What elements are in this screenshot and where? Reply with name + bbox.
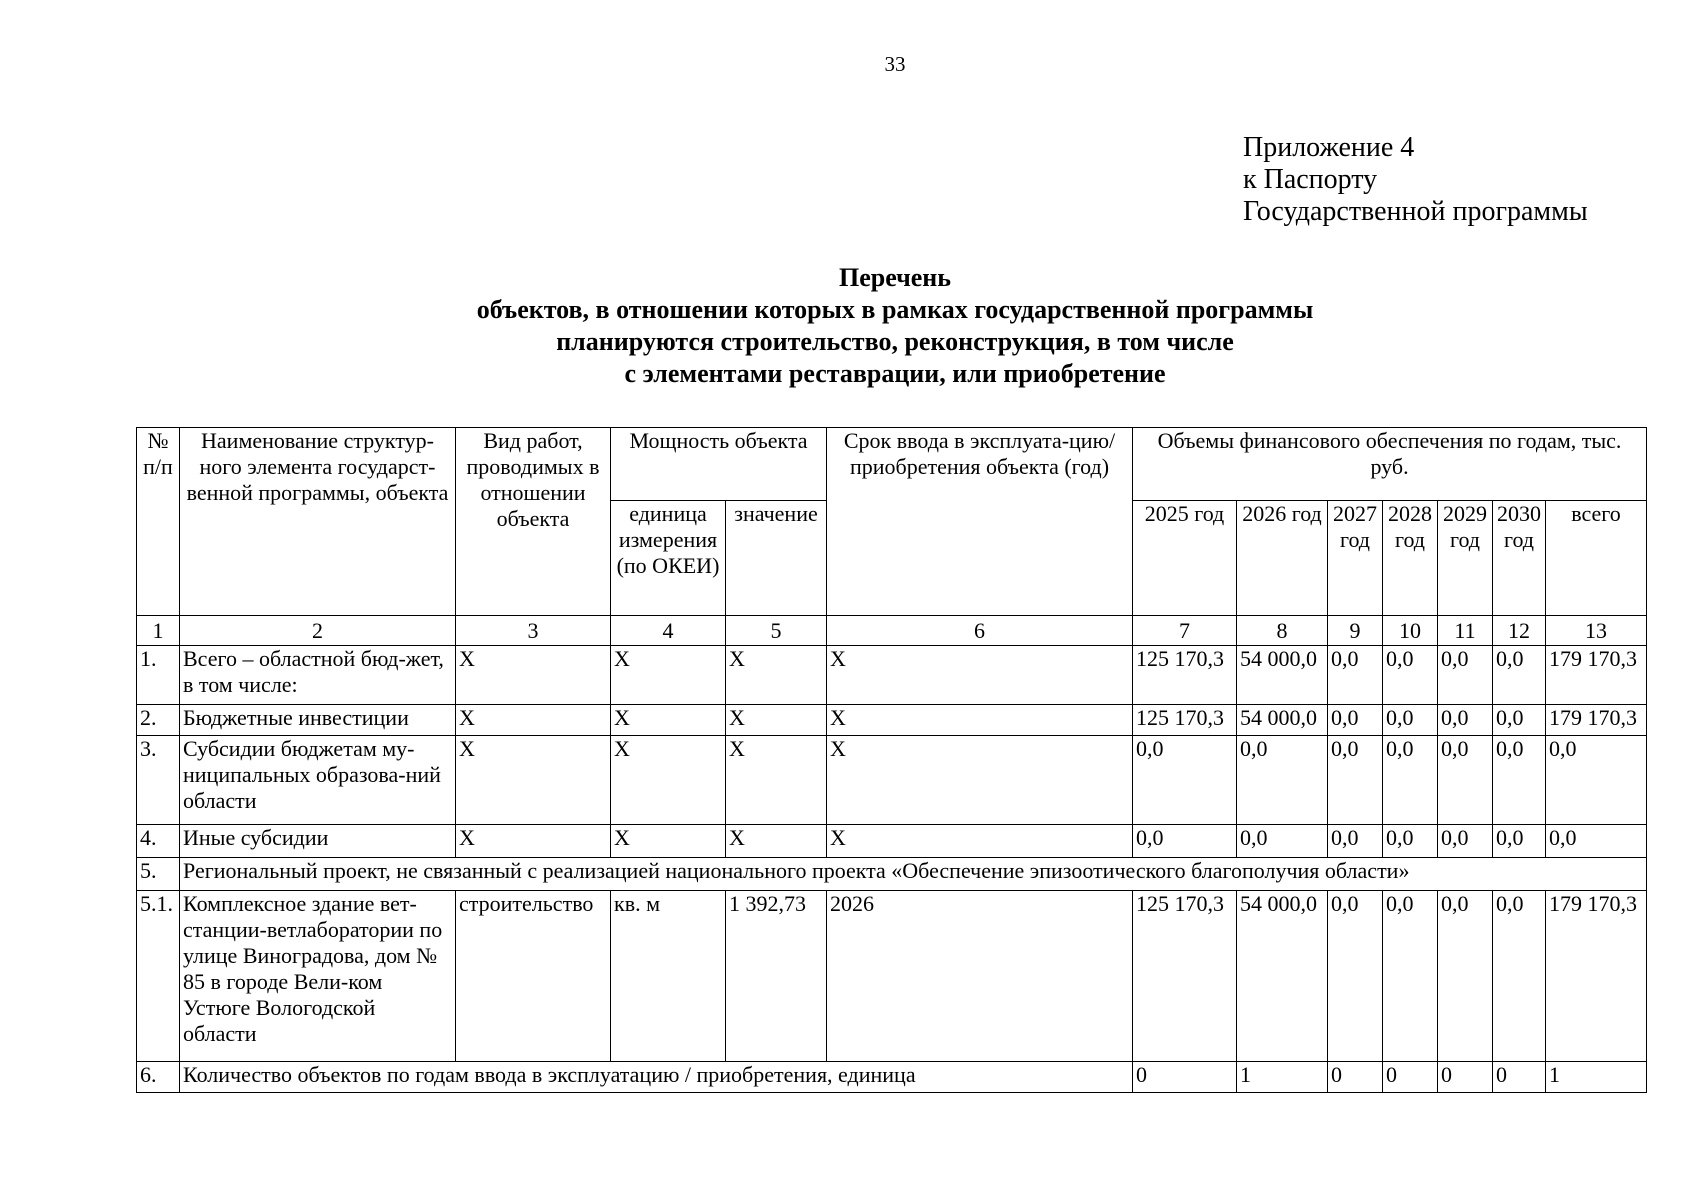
title-line-3: планируются строительство, реконструкция, в том числе: [556, 327, 1234, 356]
table-row-object-count: [137, 1062, 1647, 1093]
title-line-1: Перечень: [838, 263, 952, 292]
cell-2025: 0: [1133, 1062, 1237, 1093]
header-row-1: [137, 428, 1647, 501]
cell-value: X: [726, 825, 827, 858]
cell-2030: 0,0: [1493, 736, 1546, 825]
cell-num: 4.: [137, 825, 180, 858]
header-name: Наименование структур-ного элемента государст-венной программы, объекта: [180, 428, 456, 616]
cell-2028: 0,0: [1383, 705, 1438, 736]
cell-2029: 0: [1438, 1062, 1493, 1093]
cell-count-label: Количество объектов по годам ввода в эксплуатацию / приобретения, единица: [180, 1062, 1133, 1093]
cell-2025: 125 170,3: [1133, 646, 1237, 705]
cell-2030: 0,0: [1493, 891, 1546, 1062]
col-number: 12: [1493, 616, 1546, 646]
appendix-line-1: Приложение 4: [1243, 132, 1415, 163]
cell-2025: 125 170,3: [1133, 705, 1237, 736]
cell-2026: 54 000,0: [1237, 646, 1328, 705]
cell-total: 1: [1546, 1062, 1647, 1093]
cell-2027: 0,0: [1328, 825, 1383, 858]
col-number: 13: [1546, 616, 1647, 646]
cell-total: 179 170,3: [1546, 891, 1647, 1062]
cell-work: X: [456, 736, 611, 825]
cell-value: X: [726, 736, 827, 825]
col-number: 9: [1328, 616, 1383, 646]
cell-term: X: [827, 825, 1133, 858]
cell-num: 1.: [137, 646, 180, 705]
cell-num: 2.: [137, 705, 180, 736]
cell-2029: 0,0: [1438, 825, 1493, 858]
cell-total: 0,0: [1546, 825, 1647, 858]
cell-num: 5.: [137, 858, 180, 891]
cell-2029: 0,0: [1438, 646, 1493, 705]
col-number: 4: [611, 616, 726, 646]
cell-num: 3.: [137, 736, 180, 825]
cell-work: X: [456, 705, 611, 736]
col-number: 10: [1383, 616, 1438, 646]
cell-work: X: [456, 825, 611, 858]
header-num: № п/п: [137, 428, 180, 616]
document-title: [0, 262, 1694, 390]
title-line-4: с элементами реставрации, или приобретение: [624, 359, 1166, 388]
table-row-subsidies-municipal: [137, 736, 1647, 825]
cell-name: Бюджетные инвестиции: [180, 705, 456, 736]
objects-table: [136, 427, 1647, 1093]
cell-2028: 0,0: [1383, 891, 1438, 1062]
cell-2030: 0: [1493, 1062, 1546, 1093]
cell-value: X: [726, 646, 827, 705]
cell-2027: 0,0: [1328, 705, 1383, 736]
header-work-type: Вид работ, проводимых в отношении объекта: [456, 428, 611, 616]
cell-2027: 0,0: [1328, 736, 1383, 825]
table-row-investments: [137, 705, 1647, 736]
cell-term: X: [827, 646, 1133, 705]
table-row-regional-project: [137, 858, 1647, 891]
cell-value: X: [726, 705, 827, 736]
col-number: 8: [1237, 616, 1328, 646]
cell-2026: 54 000,0: [1237, 705, 1328, 736]
column-number-row: [137, 616, 1647, 646]
col-number: 1: [137, 616, 180, 646]
cell-2025: 125 170,3: [1133, 891, 1237, 1062]
cell-2027: 0,0: [1328, 891, 1383, 1062]
cell-2030: 0,0: [1493, 705, 1546, 736]
col-number: 5: [726, 616, 827, 646]
cell-2025: 0,0: [1133, 825, 1237, 858]
cell-name: Иные субсидии: [180, 825, 456, 858]
cell-2030: 0,0: [1493, 646, 1546, 705]
cell-term: 2026: [827, 891, 1133, 1062]
cell-num: 6.: [137, 1062, 180, 1093]
cell-2026: 54 000,0: [1237, 891, 1328, 1062]
cell-2026: 0,0: [1237, 736, 1328, 825]
table-row-other-subsidies: [137, 825, 1647, 858]
cell-project-name: Региональный проект, не связанный с реализацией национального проекта «Обеспечение эпизоотического благополучия области»: [180, 858, 1647, 891]
cell-num: 5.1.: [137, 891, 180, 1062]
cell-2028: 0,0: [1383, 646, 1438, 705]
table-row-total: [137, 646, 1647, 705]
cell-unit: кв. м: [611, 891, 726, 1062]
cell-2028: 0,0: [1383, 736, 1438, 825]
col-number: 6: [827, 616, 1133, 646]
cell-value: 1 392,73: [726, 891, 827, 1062]
cell-unit: X: [611, 825, 726, 858]
header-term: Срок ввода в эксплуата-цию/приобретения объекта (год): [827, 428, 1133, 616]
cell-name: Всего – областной бюд-жет, в том числе:: [180, 646, 456, 705]
col-number: 2: [180, 616, 456, 646]
header-total: всего: [1546, 501, 1647, 616]
cell-total: 179 170,3: [1546, 705, 1647, 736]
cell-2029: 0,0: [1438, 705, 1493, 736]
cell-term: X: [827, 705, 1133, 736]
cell-2029: 0,0: [1438, 736, 1493, 825]
page-number: 33: [884, 52, 906, 76]
header-value: значение: [726, 501, 827, 616]
cell-2026: 0,0: [1237, 825, 1328, 858]
cell-total: 179 170,3: [1546, 646, 1647, 705]
cell-2025: 0,0: [1133, 736, 1237, 825]
header-finance: Объемы финансового обеспечения по годам, тыс. руб.: [1133, 428, 1647, 501]
cell-unit: X: [611, 705, 726, 736]
header-2028: 2028 год: [1383, 501, 1438, 616]
header-2026: 2026 год: [1237, 501, 1328, 616]
title-line-2: объектов, в отношении которых в рамках государственной программы: [476, 295, 1314, 324]
cell-unit: X: [611, 736, 726, 825]
cell-name: Комплексное здание вет-станции-ветлаборатории по улице Виноградова, дом № 85 в городе Вели-ком Устюге Вологодской области: [180, 891, 456, 1062]
appendix-label: [1243, 132, 1588, 228]
appendix-line-3: Государственной программы: [1243, 196, 1588, 227]
cell-2028: 0: [1383, 1062, 1438, 1093]
cell-work: X: [456, 646, 611, 705]
col-number: 11: [1438, 616, 1493, 646]
header-2029: 2029 год: [1438, 501, 1493, 616]
header-unit: единица измерения (по ОКЕИ): [611, 501, 726, 616]
cell-2027: 0,0: [1328, 646, 1383, 705]
cell-2030: 0,0: [1493, 825, 1546, 858]
cell-2026: 1: [1237, 1062, 1328, 1093]
cell-2029: 0,0: [1438, 891, 1493, 1062]
cell-term: X: [827, 736, 1133, 825]
cell-name: Субсидии бюджетам му-ниципальных образова-ний области: [180, 736, 456, 825]
cell-2028: 0,0: [1383, 825, 1438, 858]
header-2025: 2025 год: [1133, 501, 1237, 616]
col-number: 7: [1133, 616, 1237, 646]
header-2027: 2027 год: [1328, 501, 1383, 616]
header-capacity: Мощность объекта: [611, 428, 827, 501]
header-2030: 2030 год: [1493, 501, 1546, 616]
cell-total: 0,0: [1546, 736, 1647, 825]
cell-unit: X: [611, 646, 726, 705]
appendix-line-2: к Паспорту: [1243, 164, 1378, 195]
cell-work: строительство: [456, 891, 611, 1062]
table-row-object: [137, 891, 1647, 1062]
col-number: 3: [456, 616, 611, 646]
cell-2027: 0: [1328, 1062, 1383, 1093]
